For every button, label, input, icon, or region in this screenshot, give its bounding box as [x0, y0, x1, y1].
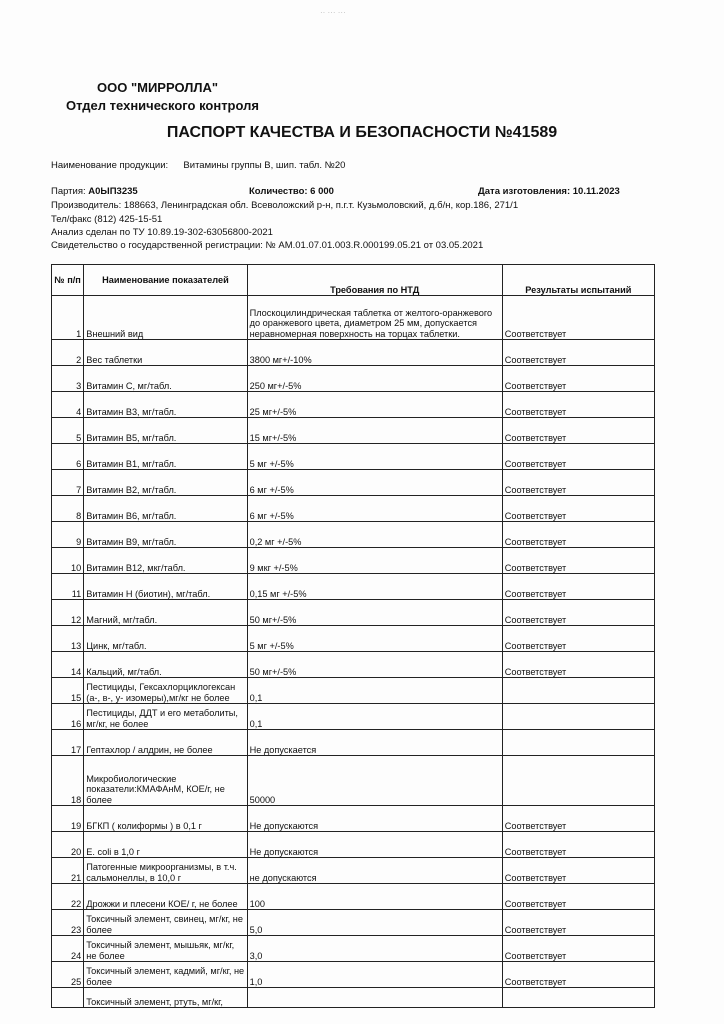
row-result: Соответствует	[502, 444, 654, 470]
row-requirement: 5,0	[247, 910, 502, 936]
row-number: 15	[52, 678, 84, 704]
row-number: 24	[52, 936, 84, 962]
row-number: 18	[52, 756, 84, 806]
table-row	[52, 704, 655, 730]
row-requirement: не допускаются	[247, 858, 502, 884]
row-number: 17	[52, 730, 84, 756]
row-indicator-name: Витамин В3, мг/табл.	[84, 392, 247, 418]
row-requirement: 0,2 мг +/-5%	[247, 522, 502, 548]
row-indicator-name: Витамин С, мг/табл.	[84, 366, 247, 392]
row-requirement: Плоскоцилиндрическая таблетка от желтого-оранжевого до оранжевого цвета, диаметром 25 мм, допускается неравномерная поверхность на торцах таблетки.	[247, 296, 502, 340]
product-row	[51, 160, 345, 171]
row-requirement: 50000	[247, 756, 502, 806]
row-result: Соответствует	[502, 884, 654, 910]
table-row	[52, 756, 655, 806]
date-value: 10.11.2023	[572, 186, 620, 197]
row-number: 10	[52, 548, 84, 574]
table-row	[52, 858, 655, 884]
batch-field	[51, 186, 138, 197]
row-number: 8	[52, 496, 84, 522]
row-result: Соответствует	[502, 366, 654, 392]
row-number: 7	[52, 470, 84, 496]
row-result: Соответствует	[502, 548, 654, 574]
table-row	[52, 910, 655, 936]
row-number: 11	[52, 574, 84, 600]
table-row	[52, 832, 655, 858]
row-result: Соответствует	[502, 962, 654, 988]
product-label: Наименование продукции:	[51, 160, 169, 171]
row-requirement: 9 мкг +/-5%	[247, 548, 502, 574]
date-field	[478, 186, 620, 197]
row-result: Соответствует	[502, 496, 654, 522]
row-number: 3	[52, 366, 84, 392]
row-number: 6	[52, 444, 84, 470]
table-row	[52, 600, 655, 626]
row-result: Соответствует	[502, 858, 654, 884]
producer-address: Производитель: 188663, Ленинградская обл. Всеволожский р-н, п.г.т. Кузьмоловский, д.б/н, кор.186, 271/1	[51, 200, 519, 211]
row-requirement: 25 мг+/-5%	[247, 392, 502, 418]
row-requirement: Не допускаются	[247, 806, 502, 832]
row-result: Соответствует	[502, 418, 654, 444]
table-row	[52, 548, 655, 574]
row-indicator-name: Вес таблетки	[84, 340, 247, 366]
row-number: 22	[52, 884, 84, 910]
header-name: Наименование показателей	[84, 265, 247, 296]
row-result: Соответствует	[502, 806, 654, 832]
row-number: 23	[52, 910, 84, 936]
row-number: 20	[52, 832, 84, 858]
row-result: Соответствует	[502, 522, 654, 548]
row-requirement: 0,1	[247, 704, 502, 730]
table-row	[52, 730, 655, 756]
row-requirement: 50 мг+/-5%	[247, 652, 502, 678]
quantity-label: Количество:	[249, 186, 308, 197]
row-indicator-name: Витамин В2, мг/табл.	[84, 470, 247, 496]
row-indicator-name: Витамин В12, мкг/табл.	[84, 548, 247, 574]
row-requirement: 6 мг +/-5%	[247, 496, 502, 522]
table-row	[52, 988, 655, 1008]
row-indicator-name: Токсичный элемент, ртуть, мг/кг,	[84, 988, 247, 1008]
row-indicator-name: Токсичный элемент, мышьяк, мг/кг, не более	[84, 936, 247, 962]
row-indicator-name: Витамин В6, мг/табл.	[84, 496, 247, 522]
table-row	[52, 962, 655, 988]
row-result	[502, 988, 654, 1008]
row-requirement: 0,15 мг +/-5%	[247, 574, 502, 600]
row-result: Соответствует	[502, 936, 654, 962]
header-results: Результаты испытаний	[502, 265, 654, 296]
row-number: 14	[52, 652, 84, 678]
row-requirement: 100	[247, 884, 502, 910]
table-row	[52, 626, 655, 652]
batch-value: А0ЫП3235	[88, 186, 138, 197]
product-value: Витамины группы В, шип. табл. №20	[183, 160, 346, 171]
phone: Тел/факс (812) 425-15-51	[51, 214, 163, 225]
scan-mark: ·· ··· ···	[320, 8, 346, 17]
table-row	[52, 418, 655, 444]
date-label: Дата изготовления:	[478, 186, 571, 197]
row-result	[502, 678, 654, 704]
row-indicator-name: Витамин В9, мг/табл.	[84, 522, 247, 548]
row-number: 9	[52, 522, 84, 548]
table-row	[52, 366, 655, 392]
table-header	[52, 265, 655, 296]
row-indicator-name: Гептахлор / алдрин, не более	[84, 730, 247, 756]
table-row	[52, 884, 655, 910]
row-requirement: Не допускаются	[247, 832, 502, 858]
row-indicator-name: Кальций, мг/табл.	[84, 652, 247, 678]
row-requirement: 6 мг +/-5%	[247, 470, 502, 496]
row-indicator-name: Токсичный элемент, свинец, мг/кг, не более	[84, 910, 247, 936]
table-row	[52, 392, 655, 418]
row-requirement: 0,1	[247, 678, 502, 704]
row-requirement: 50 мг+/-5%	[247, 600, 502, 626]
table-row	[52, 296, 655, 340]
department-name: Отдел технического контроля	[66, 98, 259, 113]
quantity-value: 6 000	[310, 186, 334, 197]
table-row	[52, 936, 655, 962]
row-result: Соответствует	[502, 910, 654, 936]
table-row	[52, 470, 655, 496]
row-indicator-name: Пестициды, ДДТ и его метаболиты, мг/кг, не более	[84, 704, 247, 730]
row-indicator-name: Дрожжи и плесени КОЕ/ г, не более	[84, 884, 247, 910]
table-row	[52, 340, 655, 366]
table-row	[52, 444, 655, 470]
table-row	[52, 574, 655, 600]
row-number: 25	[52, 962, 84, 988]
table-row	[52, 522, 655, 548]
row-number: 1	[52, 296, 84, 340]
document-title: ПАСПОРТ КАЧЕСТВА И БЕЗОПАСНОСТИ №41589	[166, 124, 558, 141]
header-num: № п/п	[52, 265, 84, 296]
row-requirement: 15 мг+/-5%	[247, 418, 502, 444]
row-result: Соответствует	[502, 600, 654, 626]
header-requirements: Требования по НТД	[247, 265, 502, 296]
row-number: 21	[52, 858, 84, 884]
row-requirement: 5 мг +/-5%	[247, 626, 502, 652]
row-result: Соответствует	[502, 626, 654, 652]
row-requirement: 250 мг+/-5%	[247, 366, 502, 392]
row-requirement: 5 мг +/-5%	[247, 444, 502, 470]
row-requirement	[247, 988, 502, 1008]
row-result: Соответствует	[502, 652, 654, 678]
row-result: Соответствует	[502, 392, 654, 418]
row-number	[52, 988, 84, 1008]
row-result: Соответствует	[502, 470, 654, 496]
row-indicator-name: Патогенные микроорганизмы, в т.ч. сальмонеллы, в 10,0 г	[84, 858, 247, 884]
row-number: 5	[52, 418, 84, 444]
table-row	[52, 678, 655, 704]
row-indicator-name: Витамин В5, мг/табл.	[84, 418, 247, 444]
row-requirement: Не допускается	[247, 730, 502, 756]
row-indicator-name: Цинк, мг/табл.	[84, 626, 247, 652]
row-indicator-name: E. coli в 1,0 г	[84, 832, 247, 858]
row-number: 2	[52, 340, 84, 366]
quality-table	[51, 264, 655, 1008]
row-requirement: 3,0	[247, 936, 502, 962]
row-indicator-name: Магний, мг/табл.	[84, 600, 247, 626]
row-result: Соответствует	[502, 832, 654, 858]
row-number: 12	[52, 600, 84, 626]
table-row	[52, 496, 655, 522]
batch-label: Партия:	[51, 186, 86, 197]
row-indicator-name: Витамин В1, мг/табл.	[84, 444, 247, 470]
row-result: Соответствует	[502, 340, 654, 366]
analysis-spec: Анализ сделан по ТУ 10.89.19-302-63056800-2021	[51, 227, 273, 238]
row-result: Соответствует	[502, 296, 654, 340]
row-result	[502, 704, 654, 730]
row-number: 16	[52, 704, 84, 730]
company-name: ООО "МИРРОЛЛА"	[97, 80, 219, 95]
row-indicator-name: Пестициды, Гексахлорциклогексан (a-, в-, у- изомеры),мг/кг не более	[84, 678, 247, 704]
table-row	[52, 806, 655, 832]
row-indicator-name: Микробиологические показатели:КМАФАнМ, КОЕ/г, не более	[84, 756, 247, 806]
row-indicator-name: БГКП ( колиформы ) в 0,1 г	[84, 806, 247, 832]
row-number: 19	[52, 806, 84, 832]
row-indicator-name: Внешний вид	[84, 296, 247, 340]
quantity-field	[249, 186, 334, 197]
row-requirement: 3800 мг+/-10%	[247, 340, 502, 366]
row-indicator-name: Токсичный элемент, кадмий, мг/кг, не более	[84, 962, 247, 988]
row-result	[502, 730, 654, 756]
table-row	[52, 652, 655, 678]
registration-certificate: Свидетельство о государственной регистрации: № AM.01.07.01.003.R.000199.05.21 от 03.05.2021	[51, 240, 484, 251]
row-number: 4	[52, 392, 84, 418]
row-requirement: 1,0	[247, 962, 502, 988]
row-number: 13	[52, 626, 84, 652]
row-indicator-name: Витамин Н (биотин), мг/табл.	[84, 574, 247, 600]
row-result	[502, 756, 654, 806]
row-result: Соответствует	[502, 574, 654, 600]
